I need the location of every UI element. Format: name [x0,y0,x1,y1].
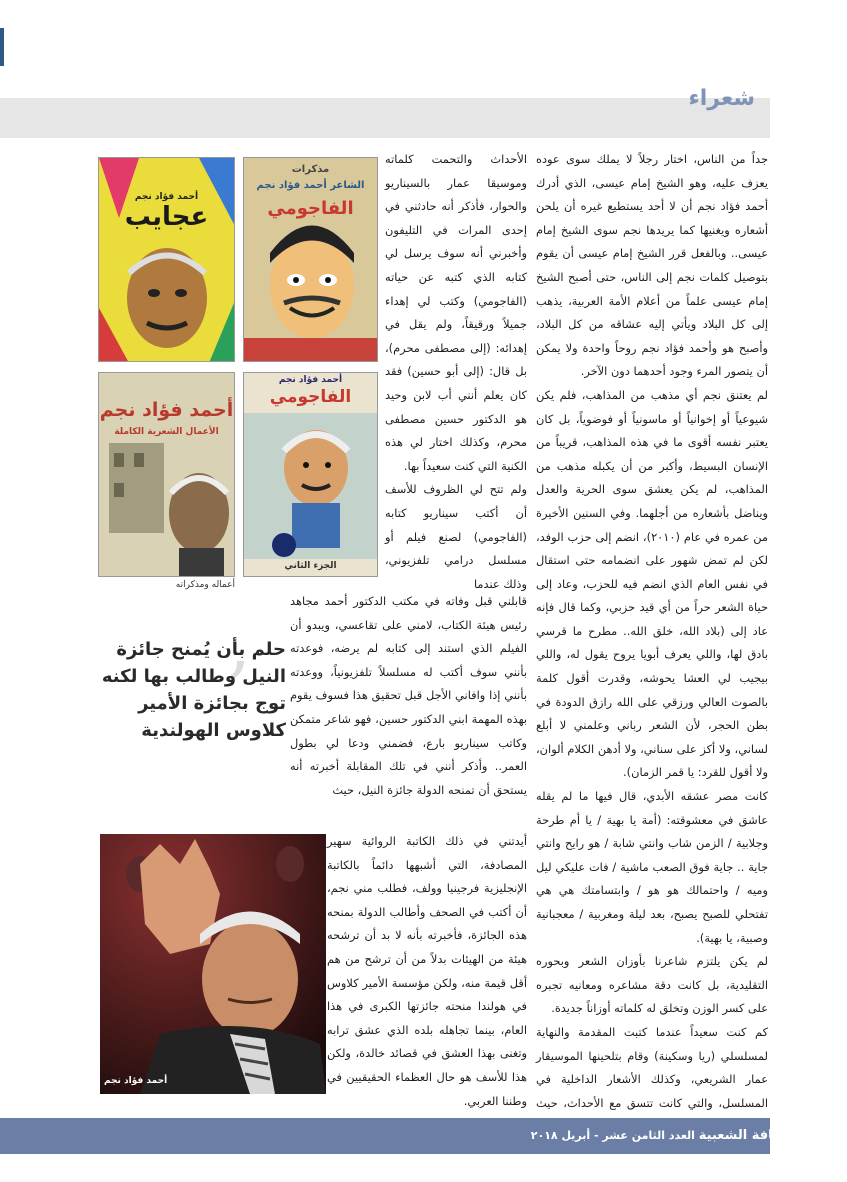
paragraph: كانت مصر عشقه الأبدي، قال فيها ما لم يقله عاشق في معشوقته: (أمة يا بهية / يا أم طرحة وجلابية / الزمن شاب وانتي شابة / هو رايح وانتي جاية .. جاية فوق الصعب ماشية / فات عليكي ليل وميه / واحتمالك هو هو / وابتسامتك هي هي تفتحلي للصبح يصبح، بعد ليلة ومغربية / معجبانية وصبية، يا بهية). [536,789,768,945]
cover-author: أحمد فؤاد نجم [134,192,199,202]
book-cover-fagoumi-part-two [243,372,378,577]
paragraph: لم يعتنق نجم أي مذهب من المذاهب، فلم يكن شيوعياً أو إخوانياً أو ماسونياً أو فوضوياً، بل كان يعتبر نفسه أقوى ما في هذه المذاهب، قريباً من الإنسان البسيط، وأكبر من أن يكبله مذهب من المذاهب، لم يكن يعشق سوى الحرية والعدل ويناضل بأشعاره من أجلهما. وفي السنين الأخيرة من عمره في عام (٢٠١٠)، انضم إلى حزب الوفد، لكن لم تمض شهور على انضمامه حتى استقال في نفس العام الذي انضم فيه للحزب، وعاد إلى حياة الشعر حراً من أي قيد حزبي، وكما قال فإنه عاد إلى (بلاد الله، خلق الله.. مطرح ما قرسي بادق لها، واللي يعرف أبويا يروح يقول له، واللي بيجيب لي العشا يحوشه، وقدرت أقول كلمة بالصوت العالي ورزقي على الله رازق الدودة في بطن الحجر، لأن الشعر رباني وعلمني لا أبلع لساني، ولا أكز على سناني، ولا أدهن الكلام ألوان، ولا أقول للقرد: يا قمر الزمان). [536,387,768,780]
cover-author: أحمد فؤاد نجم [278,375,343,385]
section-title: شعراء [688,86,755,111]
cover-title: الفاجومي [269,387,352,407]
cover-author: الشاعر أحمد فؤاد نجم [256,180,365,191]
paragraph: الأحداث والتحمت كلماته وموسيقا عمار بالسيناريو والحوار، فأذكر أنه حادثني في إحدى المرات في التليفون وأخبرني أنه سوف يرسل لي كتابه الذي كتبه عن حياته (الفاجومي) وكتب لي إهداء جميلاً ورقيقاً، ولم يقل في إهدائه: (إلى مصطفى محرم)، بل قال: (إلى أبو حسين) فقد كان يعلم أنني أب لابن وحيد هو الدكتور حسين مصطفى محرم، وكذلك اختار لي هذه الكنية التي كنت سعيداً بها. [385,152,527,473]
page-number: ٧٠ [816,1124,835,1142]
article-column-middle-top [385,148,527,596]
pull-quote: حلم بأن يُمنح جائزة النيل وطالب بها لكنه توج بجائزة الأمير كلاوس الهولندية [101,639,286,741]
book-cover-complete-works [98,372,235,577]
book-cover-memoirs [243,157,378,362]
section-header-band [0,98,770,138]
paragraph: كم كنت سعيداً عندما كتبت المقدمة والنهاية لمسلسلي (ريا وسكينة) وقام بتلحينها الموسيقار عمار الشريعي، وكذلك الأشعار الداخلية في المسلسل، والتي كانت تتسق مع الأحداث، حيث [536,1024,768,1110]
article-column-middle-wide [290,590,527,802]
article-column-middle-bottom [327,830,527,1113]
issue-info: العدد الثامن عشر - أبريل ٢٠١٨ [530,1129,695,1142]
footer-info [531,1128,801,1143]
quote-mark-icon: , [228,602,251,686]
book-cover-ajayeb [98,157,235,362]
cover-part-label: الجزء الثاني [284,561,337,571]
cover-title: أحمد فؤاد نجم [99,399,234,421]
paragraph: أيدتني في ذلك الكاتبة الروائية سهير المصادفة، التي أشبهها دائماً بالكاتبة الإنجليزية فرجينيا وولف، فطلب مني نجم، أن أكتب في الصحف وأطالب الدولة بمنحه هذه الجائزة، فأخبرته بأنه لا بد أن ترشحه هيئة من الهيئات بدلاً من أن ترشح من هم أقل قيمة منه، ولكن مؤسسة الأمير كلاوس في هولندا منحته جائزتها الكبرى في هذا العام، بينما تجاهله بلده الذي عشق ترابه وتغنى بهذا العشق في قصائد خالدة، ولكن هذا للأسف هو حال العظماء الحقيقيين في وطننا العربي. [327,834,527,1108]
article-column-right [536,148,768,1139]
cover-subtitle: الأعمال الشعرية الكاملة [114,427,219,437]
books-caption: أعماله ومذكراته [175,580,235,590]
cover-top-text: مذكرات [291,164,330,175]
paragraph: قابلني قبل وفاته في مكتب الدكتور أحمد مجاهد رئيس هيئة الكتاب، لامني على تقاعسي، ويبدو أن الفيلم الذي استند إلى كتابه لم يرضه، فوعدته بأنني سوف أكتب له مسلسلاً تلفزيونياً، ووعدته بأنني إذا وافاني الأجل قبل تحقيق هذا فسوف يقوم بهذه المهمة ابني الدكتور حسين، فهو شاعر متمكن وكاتب سيناريو بارع، فضمني ودعا لي بطول العمر.. وأذكر أنني في تلك المقابلة أخبرته أنه يستحق أن تمنحه الدولة جائزة النيل، حيث [290,594,527,797]
magazine-name: الثقافة الشعبية [698,1128,797,1143]
photo-caption: أحمد فؤاد نجم [104,1076,168,1086]
cover-title: الفاجومي [267,198,354,219]
cover-title: عجايب [124,202,209,232]
paragraph: ولم تتح لي الظروف للأسف أن أكتب سيناريو كتابه (الفاجومي) لصنع فيلم أو مسلسل درامي تلفزيوني، وذلك عندما [385,482,527,591]
paragraph: جداً من الناس، اختار رجلاً لا يملك سوى عوده يعزف عليه، وهو الشيخ إمام عيسى، الذي أدرك أحمد فؤاد نجم أن لا أحد يستطيع غيره أن يلحن أشعاره ويغنيها كما يريدها نجم سوى الشيخ إمام عيسى.. وبالفعل قرر الشيخ إمام عيسى أن يقوم بتوصيل كلمات نجم إلى الناس، حتى أصبح الشيخ إمام عيسى علماً من أعلام الأمة العربية، يذهب إلى كل البلاد ويأتي إليه عشاقه من كل البلاد، وأصبح هو وأحمد فؤاد نجم روحاً واحدة ولا يمكن أن يتصور المرء وجود أحدهما دون الآخر. [536,152,768,379]
poet-photo [100,834,326,1094]
paragraph: لم يكن يلتزم شاعرنا بأوزان الشعر وبحوره التقليدية، بل كانت دقة مشاعره ومعانيه تجبره على كسر الوزن وتخلق له كلماته أوزاناً جديدة. [536,954,768,1016]
page-edge-marker [0,28,4,66]
